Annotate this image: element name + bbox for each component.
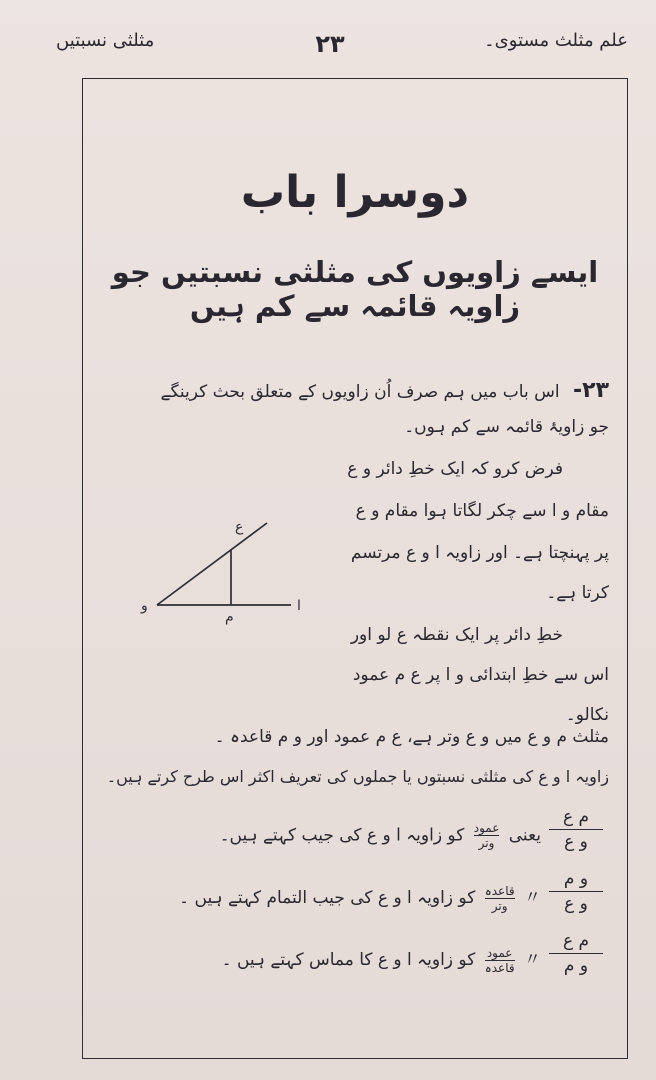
ratio-fraction: [549, 931, 603, 976]
fraction-numerator: م ع: [562, 807, 590, 827]
ratio-fraction: [549, 807, 603, 852]
fraction-numerator: و م: [563, 869, 589, 889]
content-frame: [82, 78, 628, 1059]
paragraph-line: اس سے خطِ ابتدائی و ا پر ع م عمود: [352, 665, 609, 685]
hypotenuse-line: [157, 523, 267, 605]
running-header-right: علم مثلث مستوی۔: [484, 30, 628, 51]
ditto-mark: 〃: [524, 888, 541, 908]
ratio-definition: [220, 821, 541, 850]
fraction-bar: [549, 891, 603, 892]
paragraph-line: [160, 378, 609, 403]
paragraph-line: مثلث م و ع میں و ع وتر ہے، ع م عمود اور و م قاعدہ ۔: [214, 727, 609, 747]
paragraph-line: نکالو۔: [565, 705, 609, 725]
word-denominator: قاعدہ: [484, 960, 515, 975]
word-fraction: [485, 884, 515, 913]
word-numerator: قاعدہ: [484, 883, 515, 898]
page-number: ۲۳: [315, 30, 345, 58]
word-fraction: [485, 946, 515, 975]
word-numerator: عمود: [473, 821, 500, 835]
chapter-subtitle: ایسے زاویوں کی مثلثی نسبتیں جو زاویہ قائمہ سے کم ہیں: [111, 255, 599, 323]
ditto-mark: یعنی: [508, 825, 541, 846]
fraction-bar: [549, 829, 603, 830]
paragraph-line: زاویہ ا و ع کی مثلثی نسبتوں یا جملوں کی تعریف اکثر اس طرح کرتے ہیں۔: [106, 767, 609, 786]
section-number: ۲۳-: [573, 378, 609, 403]
label-point-m: م: [225, 609, 234, 625]
fraction-denominator: و م: [563, 956, 589, 976]
paragraph-line: فرض کرو کہ ایک خطِ دائر و ع: [347, 459, 563, 479]
definition-text: کو زاویہ ا و ع کا مماس کہتے ہیں ۔: [221, 950, 476, 970]
paragraph-line: جو زاویۂ قائمہ سے کم ہوں۔: [404, 417, 609, 437]
fraction-numerator: م ع: [562, 931, 590, 951]
word-fraction: [474, 821, 500, 850]
paragraph-text: اس باب میں ہم صرف اُن زاویوں کے متعلق بحث کرینگے: [160, 382, 560, 402]
ratio-definition: [179, 883, 541, 913]
label-point-o: و: [141, 598, 148, 614]
word-denominator: وتر: [478, 836, 495, 850]
paragraph-line: کرتا ہے۔: [546, 583, 609, 603]
paragraph-line: پر پہنچتا ہے۔ اور زاویہ ا و ع مرتسم: [350, 543, 609, 563]
ditto-mark: 〃: [524, 950, 541, 970]
paragraph-line: مقام و ا سے چکر لگاتا ہوا مقام و ع: [355, 501, 609, 521]
running-header-left: مثلثی نسبتیں: [56, 30, 155, 51]
ratio-definition: [222, 945, 541, 975]
definition-text: کو زاویہ ا و ع کی جیب کہتے ہیں۔: [219, 825, 465, 846]
label-point-a: ا: [297, 598, 301, 614]
ratio-fraction: [549, 869, 603, 914]
fraction-denominator: و ع: [564, 832, 588, 852]
chapter-title: دوسرا باب: [240, 167, 470, 218]
triangle-diagram: [127, 515, 317, 625]
word-numerator: عمود: [486, 945, 513, 960]
word-denominator: وتر: [491, 898, 508, 913]
fraction-bar: [549, 953, 603, 954]
paragraph-line: خطِ دائر پر ایک نقطہ ع لو اور: [350, 625, 563, 645]
label-point-e: ع: [235, 519, 244, 535]
definition-text: کو زاویہ ا و ع کی جیب التمام کہتے ہیں ۔: [179, 888, 476, 908]
fraction-denominator: و ع: [564, 894, 588, 914]
